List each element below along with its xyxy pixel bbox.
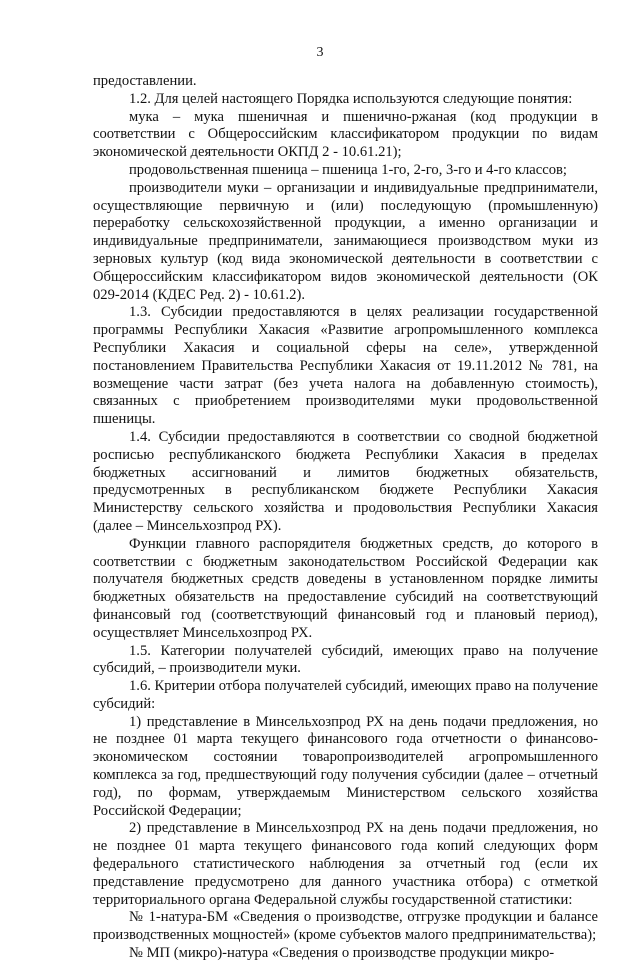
paragraph: 2) представление в Минсельхозпрод РХ на день подачи предложения, но не позднее 01 марта текущего финансового года копий следующих форм федерального статистического наблюдения за отчетный год (если их представление предусмотрено для данного участника отбора) с отметкой территориального органа Федеральной службы государственной статистики: xyxy=(93,820,598,908)
document-body xyxy=(93,73,598,963)
paragraph: 1.6. Критерии отбора получателей субсидий, имеющих право на получение субсидий: xyxy=(93,678,598,712)
paragraph: 1) представление в Минсельхозпрод РХ на день подачи предложения, но не позднее 01 марта текущего финансового года отчетности о финансово-экономическом состоянии товаропроизводителей агропромышленного комплекса за год, предшествующий году получения субсидии (далее – отчетный год), по формам, утверждаемым Министерством сельского хозяйства Российской Федерации; xyxy=(93,713,598,819)
paragraph: 1.4. Субсидии предоставляются в соответствии со сводной бюджетной росписью республиканского бюджета Республики Хакасия в пределах бюджетных ассигнований и лимитов бюджетных обязательств, предусмотренных в республиканском бюджете Республики Хакасия Министерству сельского хозяйства и продовольствия Республики Хакасия (далее – Минсельхозпрод РХ). xyxy=(93,428,598,534)
paragraph: Функции главного распорядителя бюджетных средств, до которого в соответствии с бюджетным законодательством Российской Федерации как получателя бюджетных средств доведены в установленном порядке лимиты бюджетных обязательств на предоставление субсидий на соответствующий финансовый год (соответствующий финансовый год и плановый период), осуществляет Минсельхозпрод РХ. xyxy=(93,535,598,641)
paragraph: № МП (микро)-натура «Сведения о производстве продукции микро- xyxy=(129,945,555,962)
paragraph: № 1-натура-БМ «Сведения о производстве, отгрузке продукции и балансе производственных мощностей» (кроме субъектов малого предпринимательства); xyxy=(93,909,598,944)
paragraph: 1.5. Категории получателей субсидий, имеющих право на получение субсидий, – производители муки. xyxy=(93,642,598,677)
paragraph: 1.2. Для целей настоящего Порядка используются следующие понятия: xyxy=(129,90,573,107)
paragraph: 1.3. Субсидии предоставляются в целях реализации государственной программы Республики Хакасия «Развитие агропромышленного комплекса Республики Хакасия и социальной сферы на селе», утвержденной постановлением Правительства Республики Хакасия от 19.11.2012 № 781, на возмещение части затрат (без учета налога на добавленную стоимость), связанных с приобретением производителями муки продовольственной пшеницы. xyxy=(93,304,598,428)
paragraph: продовольственная пшеница – пшеница 1-го, 2-го, 3-го и 4-го классов; xyxy=(129,161,567,178)
page-number: 3 xyxy=(316,45,324,60)
paragraph: предоставлении. xyxy=(93,73,197,89)
paragraph: мука – мука пшеничная и пшенично-ржаная (код продукции в соответствии с Общероссийским классификатором продукции по видам экономической деятельности ОКПД 2 - 10.61.21); xyxy=(93,108,598,161)
paragraph: производители муки – организации и индивидуальные предприниматели, осуществляющие первичную и (или) последующую (промышленную) переработку сельскохозяйственной продукции, а именно организации и индивидуальные предприниматели, занимающиеся производством муки из зерновых культур (код вида экономической деятельности в соответствии с Общероссийским классификатором видов экономической деятельности (ОК 029-2014 (КДЕС Ред. 2) - 10.61.2). xyxy=(93,179,598,303)
